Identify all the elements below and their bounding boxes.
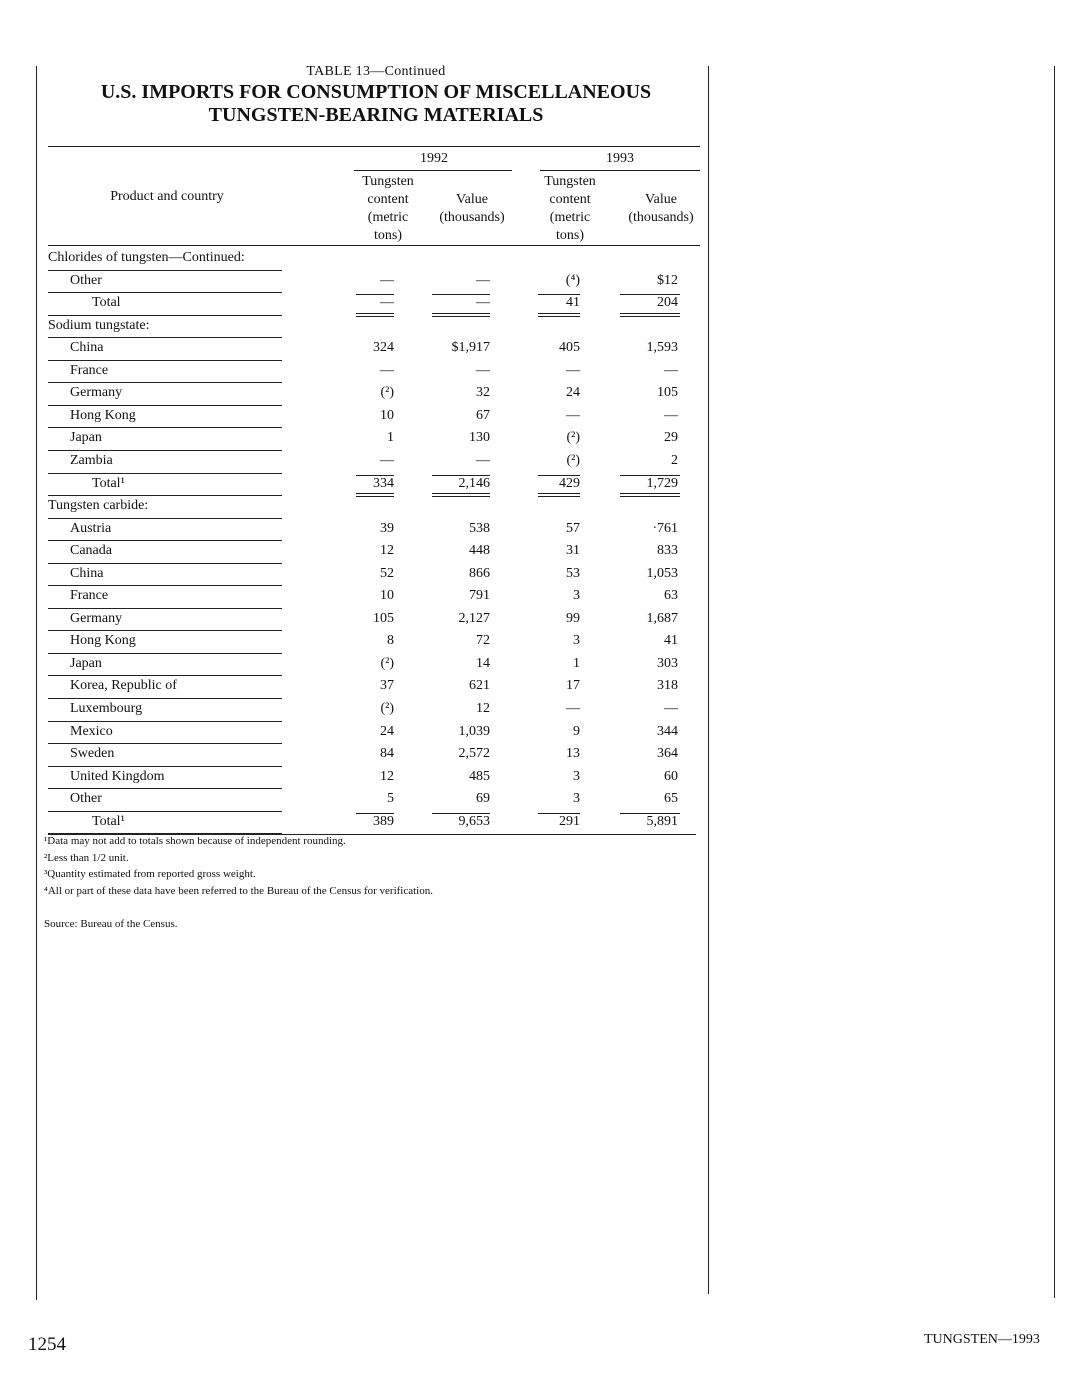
row-rule: [48, 270, 282, 271]
table-cell: 9: [573, 723, 580, 739]
table-cell: (²): [566, 452, 580, 468]
table-cell: 1,687: [646, 610, 678, 626]
source-note: Source: Bureau of the Census.: [44, 918, 178, 930]
table-row-label: France: [70, 362, 109, 378]
total-row-label: Total¹: [92, 475, 125, 491]
table-cell: 63: [664, 588, 678, 604]
total-double-rule: [620, 493, 680, 494]
table-cell: 621: [469, 678, 490, 694]
table-cell: 9,653: [458, 813, 490, 829]
table-cell: 303: [657, 655, 678, 671]
table-cell: 2: [671, 452, 678, 468]
table-cell: 204: [657, 295, 678, 311]
row-rule: [48, 698, 282, 699]
table-cell: 291: [559, 813, 580, 829]
table-row-label: Mexico: [70, 723, 113, 739]
footnote-3: ³Quantity estimated from reported gross weight.: [44, 868, 256, 880]
table-title-line2: TUNGSTEN-BEARING MATERIALS: [208, 104, 544, 126]
total-top-rule: [538, 475, 580, 476]
table-cell: 60: [664, 768, 678, 784]
table-row-label: China: [70, 565, 104, 581]
row-rule: [48, 540, 282, 541]
page-number: 1254: [28, 1334, 66, 1355]
table-cell: —: [566, 362, 580, 378]
table-cell: —: [476, 362, 490, 378]
table-cell: 485: [469, 768, 490, 784]
table-cell: —: [664, 362, 678, 378]
year-1993-underline: [540, 170, 700, 171]
table-cell: 41: [566, 295, 580, 311]
row-rule: [48, 608, 282, 609]
table-cell: —: [380, 362, 394, 378]
total-double-rule: [432, 493, 490, 494]
table-cell: 39: [380, 520, 394, 536]
table-cell: 69: [476, 791, 490, 807]
table-cell: 2,572: [458, 746, 490, 762]
table-cell: 12: [380, 543, 394, 559]
header-bottom-rule: [48, 245, 700, 246]
total-top-rule: [538, 294, 580, 295]
total-double-rule: [432, 496, 490, 497]
table-cell: $1,917: [451, 340, 490, 356]
total-top-rule: [620, 475, 680, 476]
total-double-rule: [356, 316, 394, 317]
total-double-rule: [432, 316, 490, 317]
table-row-label: China: [70, 340, 104, 356]
table-cell: 17: [566, 678, 580, 694]
total-double-rule: [356, 496, 394, 497]
total-top-rule: [432, 294, 490, 295]
total-double-rule: [620, 316, 680, 317]
total-top-rule: [432, 475, 490, 476]
table-cell: —: [476, 295, 490, 311]
table-cell: 3: [573, 633, 580, 649]
row-rule: [48, 292, 282, 293]
table-cell: 3: [573, 588, 580, 604]
table-cell: 1: [573, 655, 580, 671]
section-heading: Tungsten carbide:: [48, 498, 149, 514]
table-cell: 31: [566, 543, 580, 559]
table-cell: 24: [380, 723, 394, 739]
table-cell: —: [380, 295, 394, 311]
table-cell: 41: [664, 633, 678, 649]
table-row-label: Other: [70, 272, 102, 288]
table-cell: 364: [657, 746, 678, 762]
table-cell: 57: [566, 520, 580, 536]
table-cell: 1,593: [646, 340, 678, 356]
table-cell: 1,053: [646, 565, 678, 581]
table-row-label: Austria: [70, 520, 112, 536]
right-margin-rule: [1054, 66, 1055, 1298]
table-cell: 448: [469, 543, 490, 559]
total-double-rule: [538, 493, 580, 494]
total-double-rule: [432, 313, 490, 314]
row-rule: [48, 495, 282, 496]
table-row-label: Korea, Republic of: [70, 678, 177, 694]
table-row-label: Canada: [70, 543, 112, 559]
table-cell: 389: [373, 813, 394, 829]
table-cell: —: [664, 407, 678, 423]
table-cell: 10: [380, 407, 394, 423]
table-cell: (²): [566, 430, 580, 446]
total-double-rule: [620, 313, 680, 314]
table-cell: 324: [373, 340, 394, 356]
table-cell: 833: [657, 543, 678, 559]
row-rule: [48, 337, 282, 338]
section-heading: Chlorides of tungsten—Continued:: [48, 250, 245, 265]
row-rule: [48, 450, 282, 451]
table-cell: 10: [380, 588, 394, 604]
table-cell: 12: [380, 768, 394, 784]
table-cell: (²): [380, 385, 394, 401]
total-top-rule: [356, 813, 394, 814]
table-cell: —: [476, 452, 490, 468]
footnote-4: ⁴All or part of these data have been referred to the Bureau of the Census for verification.: [44, 885, 433, 897]
table-cell: 72: [476, 633, 490, 649]
footnote-2: ²Less than 1/2 unit.: [44, 852, 129, 864]
table-cell: 14: [476, 655, 490, 671]
table-cell: 5: [387, 791, 394, 807]
total-top-rule: [620, 294, 680, 295]
table-cell: 318: [657, 678, 678, 694]
year-1993-header: 1993: [606, 151, 634, 166]
row-rule: [48, 721, 282, 722]
total-double-rule: [620, 496, 680, 497]
table-row-label: Hong Kong: [70, 407, 136, 423]
table-cell: 29: [664, 430, 678, 446]
table-cell: ·761: [652, 520, 678, 536]
table-row-label: Germany: [70, 610, 123, 626]
running-footer: TUNGSTEN—1993: [924, 1332, 1040, 1347]
table-row-label: Germany: [70, 385, 123, 401]
section-heading: Sodium tungstate:: [48, 317, 150, 333]
table-row-label: Japan: [70, 655, 102, 671]
table-cell: 65: [664, 791, 678, 807]
row-rule: [48, 563, 282, 564]
row-rule: [48, 585, 282, 586]
total-top-rule: [356, 475, 394, 476]
table-cell: —: [566, 407, 580, 423]
header-top-rule: [48, 146, 700, 147]
table-cell: 67: [476, 407, 490, 423]
table-row-label: Luxembourg: [70, 701, 143, 716]
row-rule: [48, 427, 282, 428]
total-top-rule: [620, 813, 680, 814]
total-double-rule: [356, 493, 394, 494]
total-top-rule: [432, 813, 490, 814]
total-row-label: Total¹: [92, 813, 125, 829]
product-country-header: Product and country: [110, 189, 224, 204]
table-row-label: France: [70, 588, 109, 604]
table-cell: 344: [657, 723, 678, 739]
table-cell: 84: [380, 746, 394, 762]
table-row-label: Sweden: [70, 746, 115, 762]
table-cell: 791: [469, 588, 490, 604]
year-1992-underline: [354, 170, 512, 171]
total-row-label: Total: [92, 295, 121, 311]
table-cell: 99: [566, 610, 580, 626]
row-rule: [48, 630, 282, 631]
table-cell: 52: [380, 565, 394, 581]
table-cell: —: [476, 272, 490, 288]
table-cell: 105: [657, 385, 678, 401]
table-cell: —: [380, 272, 394, 288]
table-cell: 538: [469, 520, 490, 536]
table-cell: 1,039: [458, 723, 490, 739]
table-cell: (²): [380, 655, 394, 671]
table-row-label: Japan: [70, 430, 102, 446]
table-cell: 1: [387, 430, 394, 446]
row-rule: [48, 766, 282, 767]
total-top-rule: [538, 813, 580, 814]
table-row-label: Zambia: [70, 452, 113, 468]
row-rule: [48, 382, 282, 383]
total-double-rule: [538, 316, 580, 317]
center-column-rule: [708, 66, 709, 1294]
table-cell: 37: [380, 678, 394, 694]
row-rule: [48, 788, 282, 789]
table-cell: 13: [566, 746, 580, 762]
left-margin-rule: [36, 66, 37, 1300]
row-rule: [48, 473, 282, 474]
table-cell: 8: [387, 633, 394, 649]
row-rule: [48, 811, 282, 812]
table-row-label: United Kingdom: [70, 768, 165, 784]
row-rule: [48, 653, 282, 654]
table-cell: 2,127: [458, 610, 490, 626]
table-row-label: Other: [70, 791, 102, 807]
table-cell: 53: [566, 565, 580, 581]
table-cell: 3: [573, 791, 580, 807]
table-cell: —: [380, 452, 394, 468]
table-title-line1: U.S. IMPORTS FOR CONSUMPTION OF MISCELLANEOUS: [100, 81, 652, 103]
table-cell: 105: [373, 610, 394, 626]
table-label: TABLE 13—Continued: [306, 64, 446, 79]
table-cell: 12: [476, 701, 490, 716]
row-rule: [48, 405, 282, 406]
table-cell: 405: [559, 340, 580, 356]
tungsten-content-header-1992: Tungsten content (metric tons): [362, 174, 414, 243]
table-row-label: Hong Kong: [70, 633, 136, 649]
table-cell: 866: [469, 565, 490, 581]
table-cell: —: [566, 701, 580, 716]
total-top-rule: [356, 294, 394, 295]
value-header-1992: Value (thousands): [439, 192, 505, 225]
footnote-1: ¹Data may not add to totals shown because of independent rounding.: [44, 835, 346, 847]
table-cell: (⁴): [565, 272, 580, 288]
tungsten-content-header-1993: Tungsten content (metric tons): [544, 174, 596, 243]
table-cell: 2,146: [458, 475, 490, 491]
table-cell: 3: [573, 768, 580, 784]
table-cell: 1,729: [646, 475, 678, 491]
table-cell: 24: [566, 385, 580, 401]
table-cell: 32: [476, 385, 490, 401]
row-rule: [48, 360, 282, 361]
table-cell: 130: [469, 430, 490, 446]
table-cell: (²): [380, 701, 394, 716]
total-double-rule: [538, 496, 580, 497]
row-rule: [48, 743, 282, 744]
row-rule: [48, 675, 282, 676]
row-rule: [48, 518, 282, 519]
table-cell: 429: [559, 475, 580, 491]
table-cell: 5,891: [646, 813, 678, 829]
table-cell: —: [664, 701, 678, 716]
row-rule: [48, 315, 282, 316]
total-double-rule: [538, 313, 580, 314]
table-cell: 334: [373, 475, 394, 491]
table-cell: $12: [657, 272, 678, 288]
value-header-1993: Value (thousands): [628, 192, 694, 225]
total-double-rule: [356, 313, 394, 314]
year-1992-header: 1992: [420, 151, 448, 166]
